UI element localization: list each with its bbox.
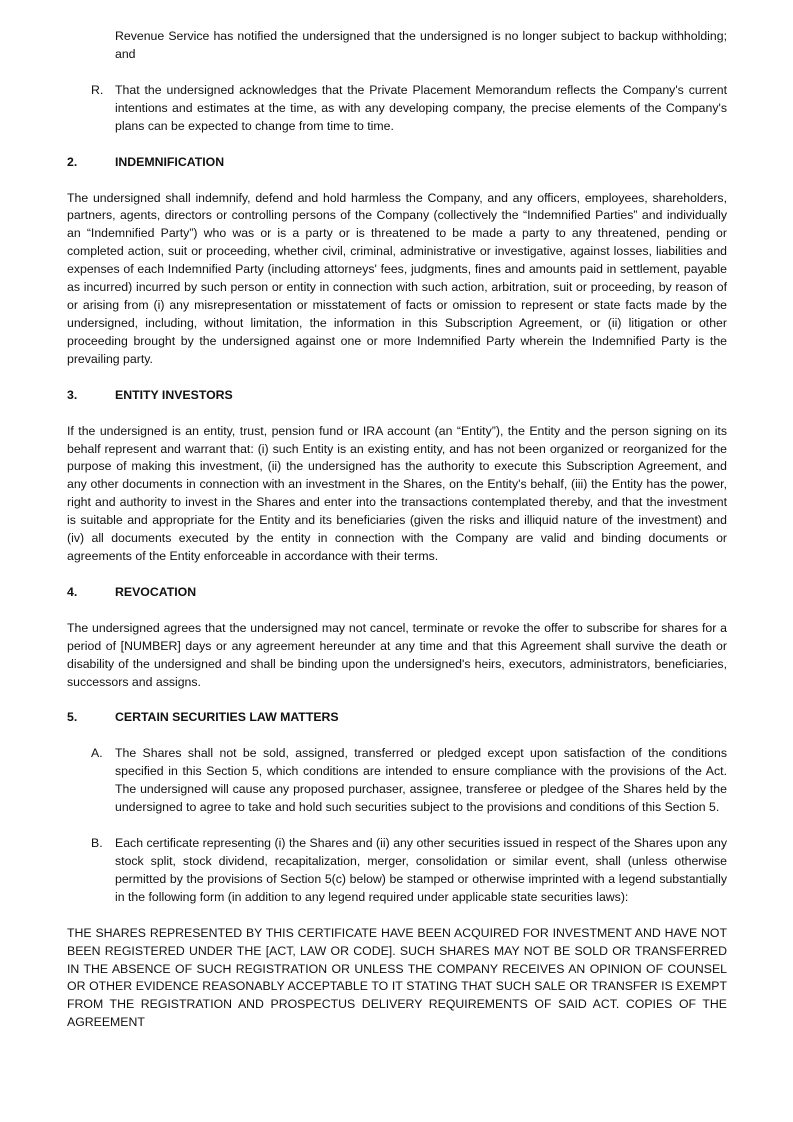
certificate-legend: THE SHARES REPRESENTED BY THIS CERTIFICATE HAVE BEEN ACQUIRED FOR INVESTMENT AND HAVE NOT BEEN REGISTERED UNDER THE [ACT, LAW OR CODE]. SUCH SHARES MAY NOT BE SOLD OR TRANSFERRED IN THE ABSENCE OF SUCH REGISTRATION OR UNLESS THE COMPANY RECEIVES AN OPINION OF COUNSEL OR OTHER EVIDENCE REASONABLY ACCEPTABLE TO IT STATING THAT SUCH SALE OR TRANSFER IS EXEMPT FROM THE REGISTRATION AND PROSPECTUS DELIVERY REQUIREMENTS OF SAID ACT. COPIES OF THE AGREEMENT xyxy=(67,925,727,1030)
section-heading-entity-investors xyxy=(67,387,727,405)
section-heading-securities-law xyxy=(67,709,727,727)
list-marker: B. xyxy=(91,836,103,851)
list-marker: R. xyxy=(91,82,104,97)
section-title: CERTAIN SECURITIES LAW MATTERS xyxy=(115,710,339,725)
section-number: 5. xyxy=(67,710,78,725)
section-number: 2. xyxy=(67,154,78,169)
list-item-b xyxy=(67,835,727,907)
section-heading-revocation xyxy=(67,584,727,602)
section-title: REVOCATION xyxy=(115,584,197,599)
section-body-indemnification: The undersigned shall indemnify, defend and hold harmless the Company, and any officers, employees, shareholders, partners, agents, directors or controlling persons of the Company (collectively the “Indemnified Parties” and individually an “Indemnified Party”) who was or is a party or is threatened to be made a party to any threatened, pending or completed action, suit or proceeding, whether civil, criminal, administrative or investigative, against losses, liabilities and expenses of each Indemnified Party (including attorneys' fees, judgments, fines and amounts paid in settlement, payable as incurred) incurred by such person or entity in connection with such action, arbitration, suit or proceeding, by reason of or arising from (i) any misrepresentation or misstatement of facts or omission to represent or state facts made by the undersigned, including, without limitation, the information in this Subscription Agreement, or (ii) litigation or other proceeding brought by the undersigned against one or more Indemnified Party wherein the Indemnified Party is the prevailing party. xyxy=(67,190,727,366)
section-body-entity-investors: If the undersigned is an entity, trust, pension fund or IRA account (an “Entity”), the Entity and the person signing on its behalf represent and warrant that: (i) such Entity is an existing entity, and has not been organized or reorganized for the purpose of making this investment, (ii) the undersigned has the authority to execute this Subscription Agreement, and any other documents in connection with an investment in the Shares, on the Entity's behalf, (iii) the Entity has the power, right and authority to invest in the Shares and enter into the transactions contemplated thereby, and that the investment is suitable and appropriate for the Entity and its beneficiaries (given the risks and illiquid nature of the investment) and (iv) all documents executed by the entity in connection with the Company are valid and binding documents or agreements of the Entity enforceable in accordance with their terms. xyxy=(67,423,727,563)
section-heading-indemnification xyxy=(67,154,727,172)
document-page xyxy=(67,28,727,1032)
list-item-a xyxy=(67,745,727,817)
list-item-text: The Shares shall not be sold, assigned, transferred or pledged except upon satisfaction of the conditions specified in this Section 5, which conditions are intended to ensure compliance with the provisions of the Act. The undersigned will cause any proposed purchaser, assignee, transferee or pledgee of the Shares held by the undersigned to agree to take and hold such securities subject to the provisions and conditions of this Section 5. xyxy=(115,746,727,815)
section-number: 4. xyxy=(67,584,78,599)
continuation-paragraph: Revenue Service has notified the undersigned that the undersigned is no longer subject to backup withholding; and xyxy=(115,29,727,61)
list-item-r xyxy=(67,82,727,136)
section-number: 3. xyxy=(67,387,78,402)
list-marker: A. xyxy=(91,746,103,761)
list-item-text: Each certificate representing (i) the Shares and (ii) any other securities issued in respect of the Shares upon any stock split, stock dividend, recapitalization, merger, consolidation or similar event, shall (unless otherwise permitted by the provisions of Section 5(c) below) be stamped or otherwise imprinted with a legend substantially in the following form (in addition to any legend required under applicable state securities laws): xyxy=(115,836,727,904)
list-item-text: That the undersigned acknowledges that the Private Placement Memorandum reflects the Company's current intentions and estimates at the time, as with any developing company, the precise elements of the Company's plans can be expected to change from time to time. xyxy=(115,82,727,133)
section-title: INDEMNIFICATION xyxy=(115,154,225,169)
section-body-revocation: The undersigned agrees that the undersigned may not cancel, terminate or revoke the offer to subscribe for shares for a period of [NUMBER] days or any agreement hereunder at any time and that this Agreement shall survive the death or disability of the undersigned and shall be binding upon the undersigned's heirs, executors, administrators, beneficiaries, successors and assigns. xyxy=(67,620,727,689)
section-title: ENTITY INVESTORS xyxy=(115,387,233,402)
